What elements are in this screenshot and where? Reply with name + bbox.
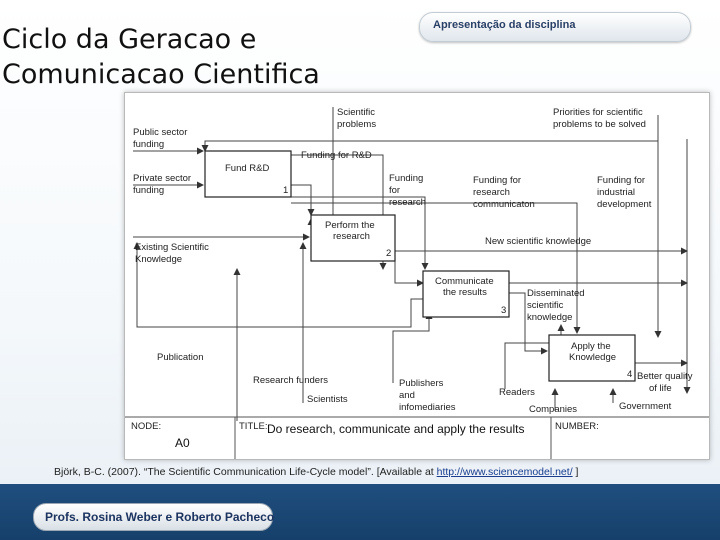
label-publication: Publication [157, 352, 204, 363]
slide-title [2, 22, 320, 92]
label-better-quality-1: Better quality [637, 371, 693, 382]
label-funding-research-3: research [389, 197, 426, 208]
box-2-number: 2 [386, 248, 392, 259]
label-funding-communication-1: Funding for [473, 175, 522, 186]
label-government: Government [619, 401, 672, 412]
citation [54, 466, 578, 478]
process-box-3 [423, 271, 509, 317]
footer-number-label: NUMBER: [555, 421, 599, 432]
label-priorities-2: problems to be solved [553, 119, 646, 130]
citation-end: ] [572, 466, 579, 478]
author-badge [33, 503, 273, 531]
box-3-label-line-1: Communicate [435, 276, 494, 287]
label-companies: Companies [529, 404, 578, 415]
footer-node-value: A0 [175, 436, 190, 450]
label-existing-knowledge-2: Knowledge [135, 254, 183, 265]
label-public-funding-2: funding [133, 139, 165, 150]
footer-title-label: TITLE: [239, 421, 268, 432]
label-publishers-2: and [399, 390, 415, 401]
citation-text: Björk, B-C. (2007). “The Scientific Communication Life-Cycle model”. [Available at [54, 466, 437, 478]
idef0-diagram [124, 92, 710, 460]
box-4-label-line-1: Apply the [571, 341, 611, 352]
label-funding-industrial-1: Funding for [597, 175, 646, 186]
label-funding-communication-2: research [473, 187, 510, 198]
label-scientists: Scientists [307, 394, 348, 405]
label-disseminated-2: scientific [527, 300, 564, 311]
label-funding-research-2: for [389, 185, 401, 196]
label-priorities-1: Priorities for scientific [553, 107, 643, 118]
process-box-1 [205, 151, 291, 197]
label-publishers-3: infomediaries [399, 402, 456, 413]
box-4-label-line-2: Knowledge [569, 352, 617, 363]
label-new-knowledge: New scientific knowledge [485, 236, 592, 247]
label-private-funding-2: funding [133, 185, 165, 196]
box-2-label-line-1: Perform the [325, 220, 375, 231]
arrow-funding-research [291, 185, 311, 215]
footer-title-value: Do research, communicate and apply the results [267, 422, 525, 436]
subject-badge-label: Apresentação da disciplina [433, 19, 576, 31]
footer-node-label: NODE: [131, 421, 162, 432]
label-scientific-problems-2: problems [337, 119, 377, 130]
label-research-funders: Research funders [253, 375, 328, 386]
label-public-funding-1: Public sector [133, 127, 188, 138]
label-publishers-1: Publishers [399, 378, 444, 389]
box-1-number: 1 [283, 185, 289, 196]
label-better-quality-2: of life [649, 383, 672, 394]
process-box-2 [311, 215, 395, 261]
slide-title-line-1: Ciclo da Geracao e [2, 24, 257, 55]
box-2-label-line-2: research [333, 231, 370, 242]
diagram-footer [125, 417, 709, 459]
arrow-new-knowledge-to-3 [395, 243, 423, 283]
label-funding-rd: Funding for R&D [301, 150, 372, 161]
slide-title-line-2: Comunicacao Cientifica [2, 59, 320, 90]
label-private-funding-1: Private sector [133, 173, 192, 184]
label-funding-industrial-2: industrial [597, 187, 636, 198]
box-3-label-line-2: the results [443, 287, 487, 298]
box-3-number: 3 [501, 305, 507, 316]
label-existing-knowledge-1: Existing Scientific [135, 242, 209, 253]
label-disseminated-1: Disseminated [527, 288, 585, 299]
box-4-number: 4 [627, 369, 633, 380]
label-readers: Readers [499, 387, 535, 398]
label-funding-industrial-3: development [597, 199, 652, 210]
citation-link[interactable]: http://www.sciencemodel.net/ [436, 466, 573, 478]
label-scientific-problems-1: Scientific [337, 107, 376, 118]
subject-badge [419, 12, 691, 42]
label-funding-communication-3: communicaton [473, 199, 535, 210]
process-box-4 [549, 335, 635, 381]
label-funding-research-1: Funding [389, 173, 424, 184]
diagram-canvas [125, 93, 709, 459]
author-names: Profs. Rosina Weber e Roberto Pacheco [45, 510, 275, 524]
label-disseminated-3: knowledge [527, 312, 573, 323]
box-1-label: Fund R&D [225, 163, 270, 174]
